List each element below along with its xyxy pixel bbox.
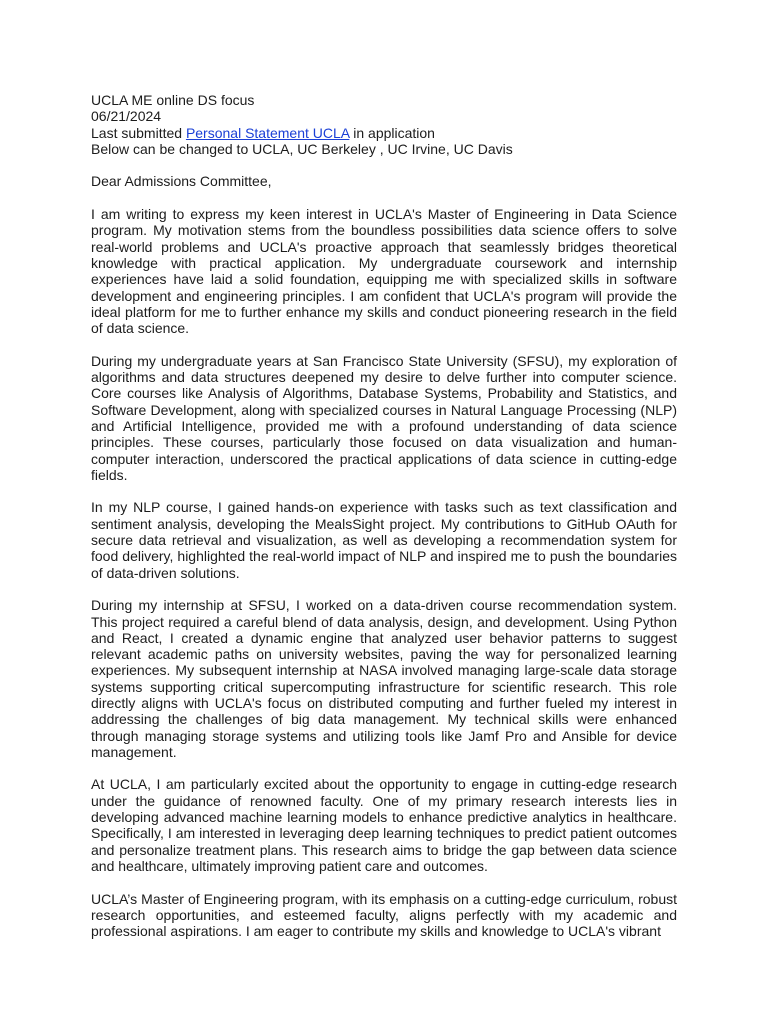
paragraph-intro: I am writing to express my keen interest in UCLA's Master of Engineering in Data Science program. My motivation stems from the boundless possibilities data science offers to solve real-world problems and UCLA's proactive approach that seamlessly bridges theoretical knowledge with practical application. My undergraduate coursework and internship experiences have laid a solid foundation, equipping me with specialized skills in software development and engineering principles. I am confident that UCLA's program will provide the ideal platform for me to further enhance my skills and conduct pioneering research in the field of data science. [91, 206, 677, 337]
paragraph-program-fit: UCLA’s Master of Engineering program, with its emphasis on a cutting-edge curriculum, robust research opportunities, and esteemed faculty, aligns perfectly with my academic and professional aspirations. I am eager to contribute my skills and knowledge to UCLA's vibrant [91, 890, 677, 940]
header-submission-line [91, 125, 677, 141]
personal-statement-link[interactable]: Personal Statement UCLA [185, 124, 350, 141]
header-note: Below can be changed to UCLA, UC Berkeley , UC Irvine, UC Davis [91, 140, 513, 157]
submission-prefix: Last submitted [91, 124, 186, 141]
paragraph-internship: During my internship at SFSU, I worked on a data-driven course recommendation system. This project required a careful blend of data analysis, design, and development. Using Python and React, I created a dynamic engine that analyzed user behavior patterns to suggest relevant academic paths on university websites, paving the way for personalized learning experiences. My subsequent internship at NASA involved managing large-scale data storage systems supporting critical supercomputing infrastructure for scientific research. This role directly aligns with UCLA's focus on distributed computing and further fueled my interest in addressing the challenges of big data management. My technical skills were enhanced through managing storage systems and utilizing tools like Jamf Pro and Ansible for device management. [91, 597, 677, 760]
submission-suffix: in application [349, 124, 435, 141]
paragraph-research: At UCLA, I am particularly excited about the opportunity to engage in cutting-edge research under the guidance of renowned faculty. One of my primary research interests lies in developing advanced machine learning models to enhance predictive analytics in healthcare. Specifically, I am interested in leveraging deep learning techniques to predict patient outcomes and personalize treatment plans. This research aims to bridge the gap between data science and healthcare, ultimately improving patient care and outcomes. [91, 776, 677, 874]
paragraph-undergrad: During my undergraduate years at San Francisco State University (SFSU), my exploration of algorithms and data structures deepened my desire to delve further into computer science. Core courses like Analysis of Algorithms, Database Systems, Probability and Statistics, and Software Development, along with specialized courses in Natural Language Processing (NLP) and Artificial Intelligence, provided me with a profound understanding of data science principles. These courses, particularly those focused on data visualization and human-computer interaction, underscored the practical applications of data science in cutting-edge fields. [91, 352, 677, 483]
paragraph-nlp: In my NLP course, I gained hands-on experience with tasks such as text classification and sentiment analysis, developing the MealsSight project. My contributions to GitHub OAuth for secure data retrieval and visualization, as well as developing a recommendation system for food delivery, highlighted the real-world impact of NLP and inspired me to push the boundaries of data-driven solutions. [91, 499, 677, 581]
header-title: UCLA ME online DS focus [91, 92, 255, 108]
document-header [91, 92, 677, 157]
header-date: 06/21/2024 [91, 108, 162, 125]
document-body [91, 92, 677, 939]
salutation: Dear Admissions Committee, [91, 173, 272, 190]
